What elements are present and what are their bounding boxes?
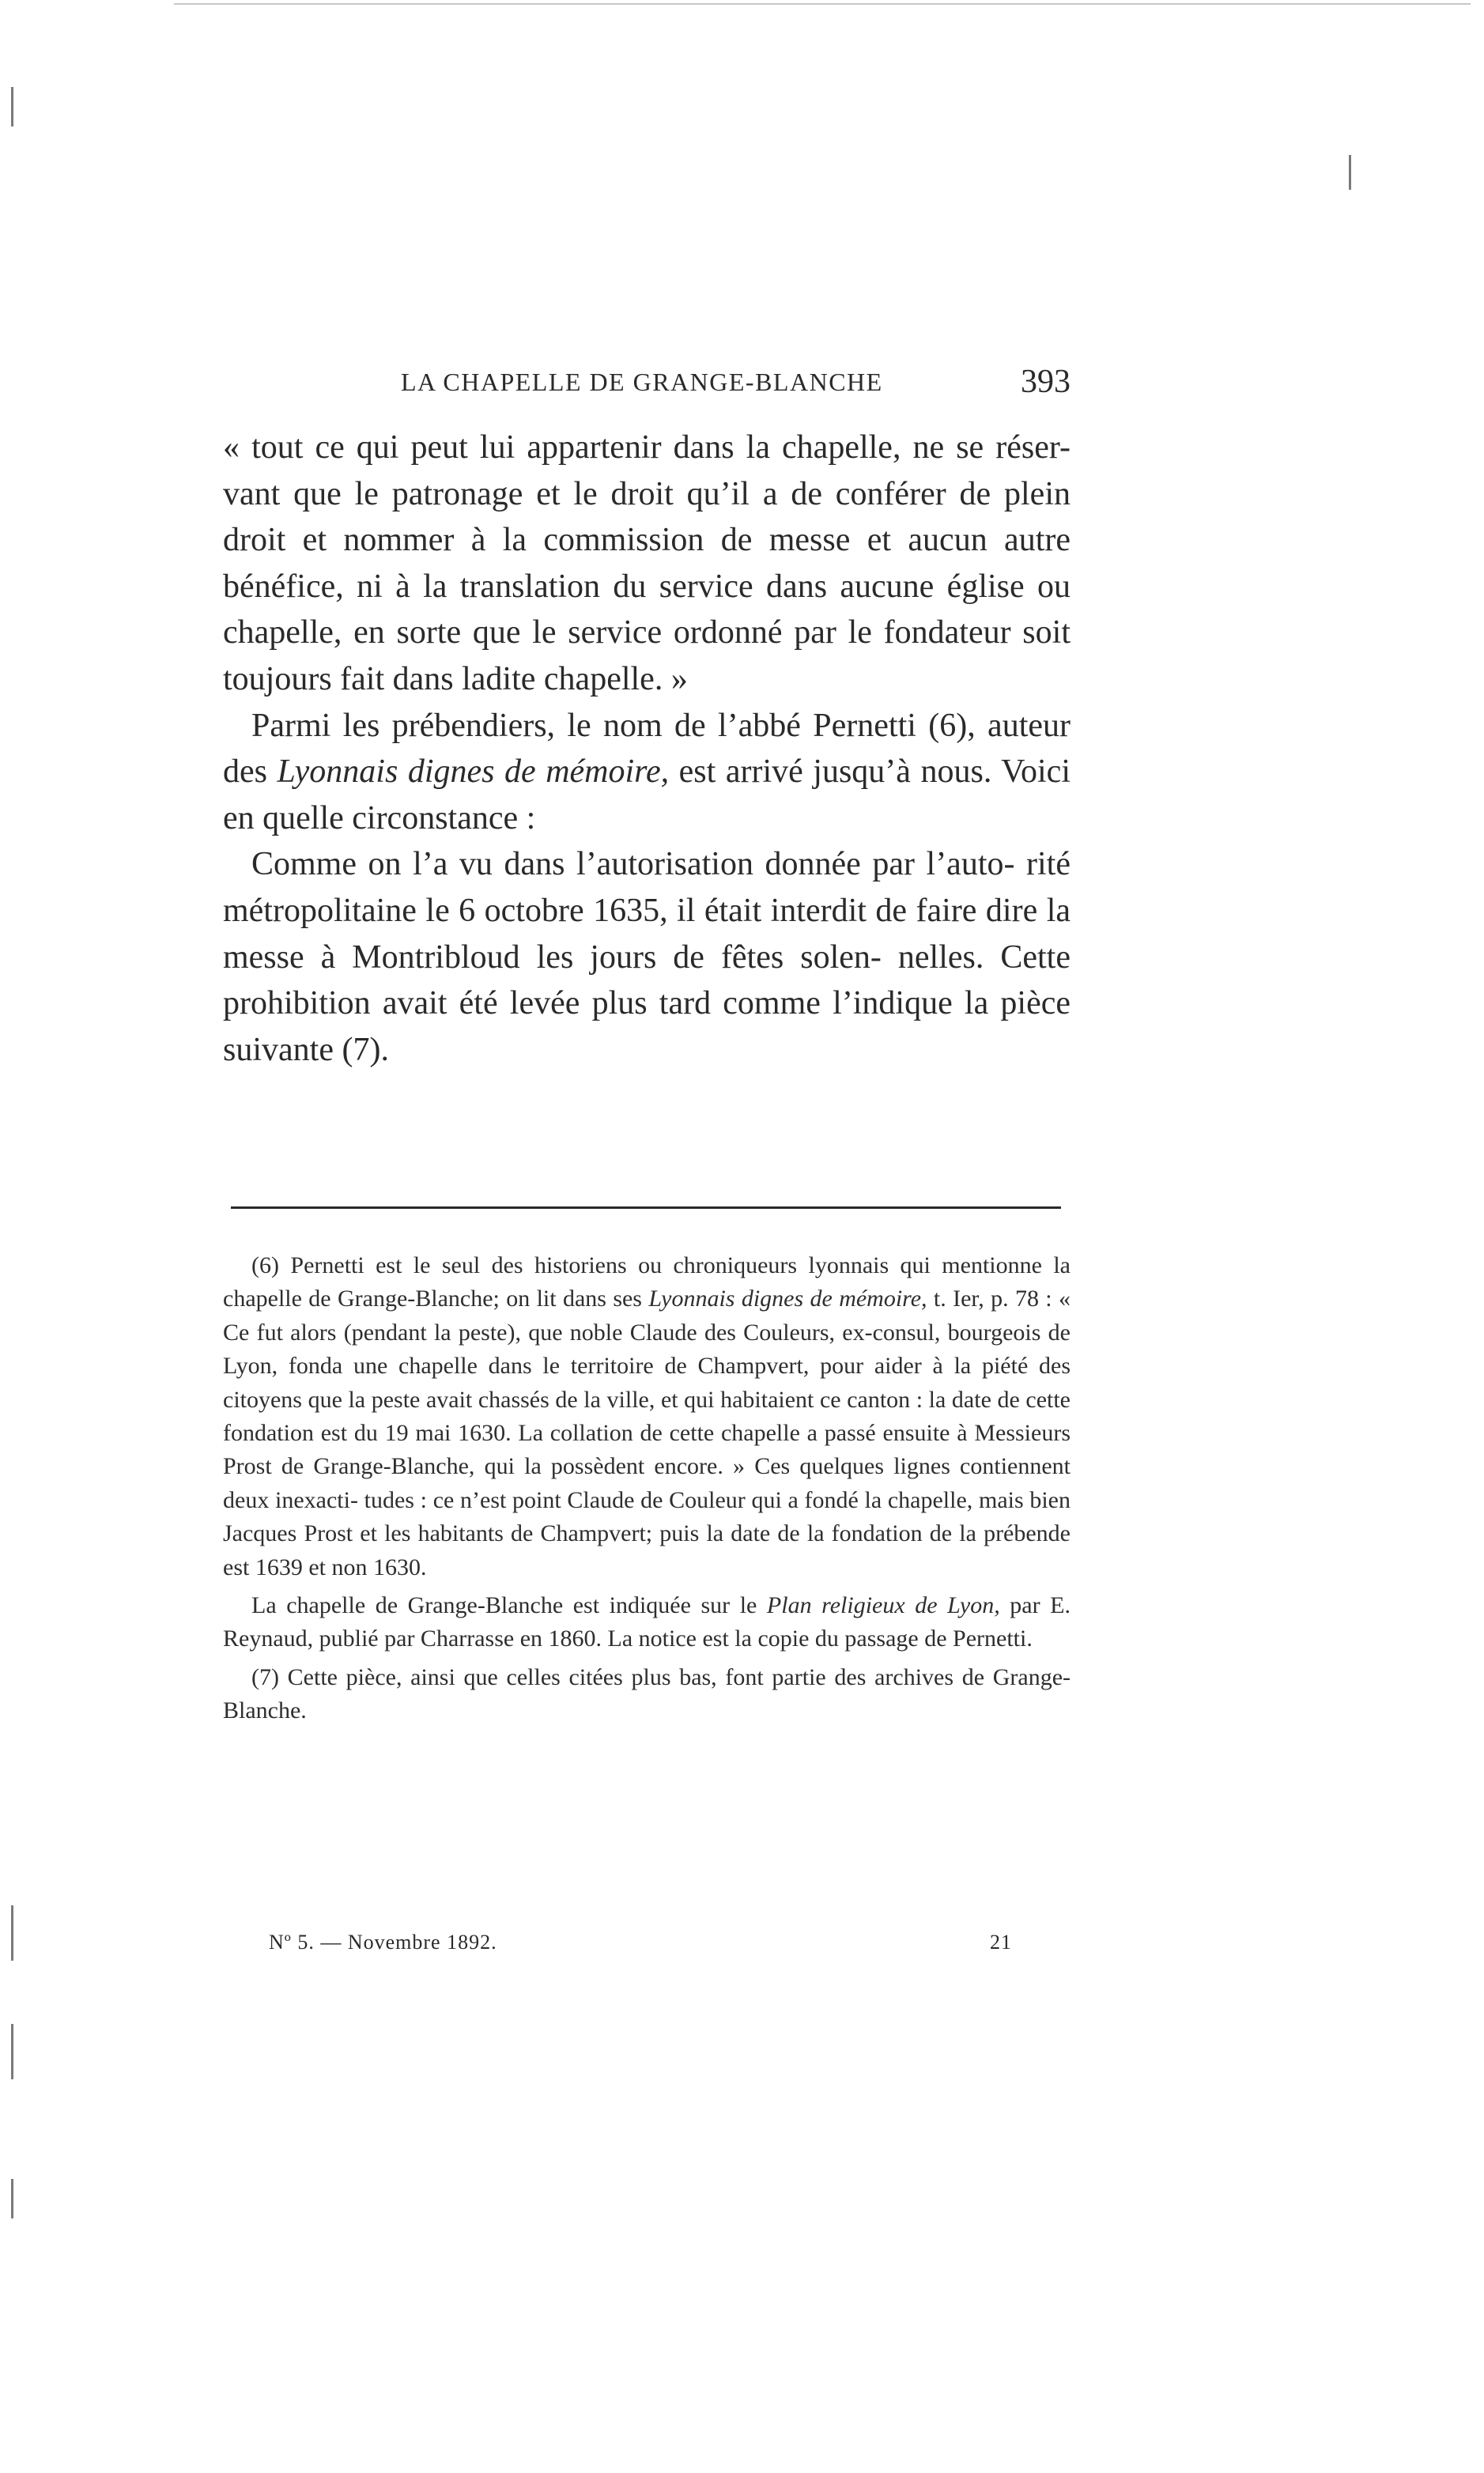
- footnote-plan-text-b: par E. Reynaud, publié par Charrasse en 1860. La notice est la copie du passage de Pernetti.: [223, 1592, 1071, 1652]
- footnote-plan-text-a: La chapelle de Grange-Blanche est indiquée sur le: [251, 1592, 767, 1619]
- scan-margin-mark: [11, 2179, 13, 2218]
- running-head-title: LA CHAPELLE DE GRANGE-BLANCHE: [401, 368, 883, 396]
- footnotes: [223, 1249, 1071, 1733]
- footnote-6-book-title: Lyonnais dignes de mémoire,: [648, 1286, 927, 1312]
- page-body: [223, 364, 1071, 1073]
- scan-margin-mark: [11, 87, 13, 126]
- scan-margin-mark: [1349, 155, 1351, 190]
- paragraph-pernetti: [223, 703, 1071, 842]
- footnote-6-text-a: (6) Pernetti est le seul des historiens ou chroniqueurs lyonnais qui mentionne la chapelle de Grange-Blanche; on lit dans ses: [223, 1252, 1071, 1312]
- footnote-divider: [231, 1206, 1061, 1209]
- paragraph-pernetti-text-b: est arrivé jusqu’à nous. Voici en quelle circonstance :: [223, 753, 1071, 836]
- page-number: 393: [1021, 364, 1071, 400]
- footnote-plan-title: Plan religieux de Lyon,: [766, 1592, 1000, 1619]
- paragraph-quote-continuation: « tout ce qui peut lui appartenir dans la chapelle, ne se réser- vant que le patronage et le droit qu’il a de conférer de plein droit et nommer à la commission de messe et aucun autre bénéfice, ni à la translation du service dans aucune église ou chapelle, en sorte que le service ordonné par le fondateur soit toujours fait dans ladite chapelle. »: [223, 429, 1071, 697]
- paragraph-authorisation: Comme on l’a vu dans l’autorisation donnée par l’auto- rité métropolitaine le 6 octobre 1635, il était interdit de faire dire la messe à Montribloud les jours de fêtes solen- nelles. Cette prohibition avait été levée plus tard comme l’indique la pièce suivante (7).: [223, 846, 1071, 1068]
- main-text: [223, 425, 1071, 1073]
- footnote-plan: [223, 1589, 1071, 1656]
- scan-margin-mark: [11, 1905, 13, 1961]
- footnote-7: (7) Cette pièce, ainsi que celles citées plus bas, font partie des archives de Grange-Blanche.: [223, 1663, 1071, 1724]
- scan-edge-line: [174, 3, 1471, 5]
- sheet-number: 21: [990, 1931, 1012, 1954]
- issue-signature: Nº 5. — Novembre 1892.: [269, 1931, 497, 1954]
- scan-margin-mark: [11, 2024, 13, 2079]
- footnote-6: [223, 1249, 1071, 1584]
- paragraph-pernetti-text-a: Parmi les prébendiers, le nom de l’abbé Pernetti (6), auteur des: [223, 707, 1071, 791]
- running-head: [223, 364, 1071, 415]
- book-title-italic: Lyonnais dignes de mémoire,: [277, 753, 670, 791]
- footnote-6-text-b: t. Ier, p. 78 : « Ce fut alors (pendant la peste), que noble Claude des Couleurs, ex-consul, bourgeois de Lyon, fonda une chapelle dans le territoire de Champvert, pour aider à la piété des citoyens que la peste avait chassés de la ville, et qui habitaient ce canton : la date de cette fondation est du 19 mai 1630. La collation de cette chapelle a passé ensuite à Messieurs Prost de Grange-Blanche, qui la possèdent encore. » Ces quelques lignes contiennent deux inexacti- tudes : ce n’est point Claude de Couleur qui a fondé la chapelle, mais bien Jacques Prost et les habitants de Champvert; puis la date de la fondation de la prébende est 1639 et non 1630.: [223, 1286, 1071, 1580]
